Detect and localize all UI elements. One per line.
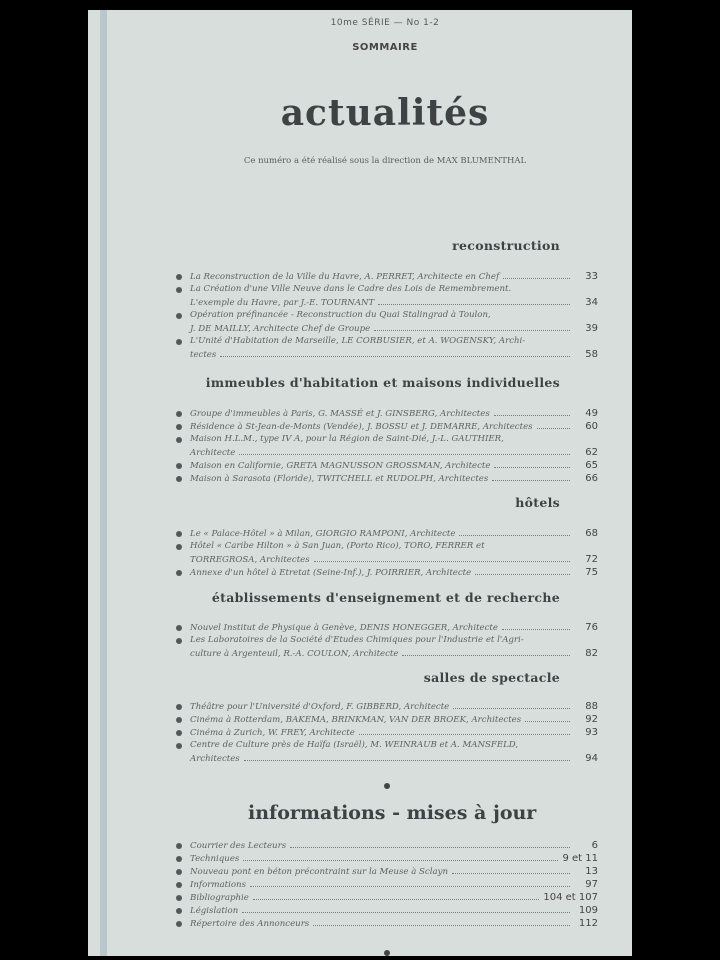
dot-leader <box>220 356 570 357</box>
entry-text: La Création d'une Ville Neuve dans le Cadre des Lois de Remembrement. <box>190 284 512 294</box>
bullet-icon <box>176 339 182 345</box>
entry-text: Théâtre pour l'Université d'Oxford, F. GIBBERD, Architecte <box>190 702 450 712</box>
page-number: 34 <box>585 297 598 308</box>
page-number: 112 <box>578 918 598 929</box>
dot-leader <box>242 912 570 913</box>
entry-text: Hôtel « Caribe Hilton » à San Juan, (Porto Rico), TORO, FERRER et <box>190 541 485 551</box>
section-heading: reconstruction <box>452 238 560 253</box>
dot-leader <box>494 467 570 468</box>
page-number: 97 <box>585 879 598 890</box>
entry-text: Informations <box>190 880 246 890</box>
bullet-icon <box>176 869 182 875</box>
entry-text: Répertoire des Annonceurs <box>190 919 310 929</box>
bullet-icon <box>176 882 182 888</box>
separator-dot <box>384 950 390 956</box>
section-heading: immeubles d'habitation et maisons individuelles <box>205 375 560 390</box>
entry-text: Maison à Sarasota (Floride), TWITCHELL et RUDOLPH, Architectes <box>190 474 489 484</box>
toc-entry[interactable] <box>176 540 598 566</box>
toc-entry[interactable] <box>176 700 598 713</box>
bullet-icon <box>176 531 182 537</box>
bullet-icon <box>176 730 182 736</box>
toc-list <box>176 700 598 765</box>
dot-leader <box>494 415 570 416</box>
toc-entry[interactable] <box>176 309 598 335</box>
bullet-icon <box>176 313 182 319</box>
dot-leader <box>290 847 570 848</box>
entry-text: culture à Argenteuil, R.-A. COULON, Architecte <box>190 649 399 659</box>
dot-leader <box>313 925 570 926</box>
dot-leader <box>452 873 570 874</box>
dot-leader <box>459 535 570 536</box>
entry-text: La Reconstruction de la Ville du Havre, A. PERRET, Architecte en Chef <box>190 272 500 282</box>
dot-leader <box>503 278 570 279</box>
bullet-icon <box>176 463 182 469</box>
bullet-icon <box>176 856 182 862</box>
dot-leader <box>314 561 570 562</box>
page-edge <box>100 10 107 956</box>
toc-entry[interactable] <box>176 739 598 765</box>
toc-entry[interactable] <box>176 634 598 660</box>
bullet-icon <box>176 437 182 443</box>
dot-leader <box>374 330 570 331</box>
page-number: 39 <box>585 323 598 334</box>
entry-text: TORREGROSA, Architectes <box>190 555 310 565</box>
page-number: 13 <box>585 866 598 877</box>
entry-text: Opération préfinancée - Reconstruction du Quai Stalingrad à Toulon, <box>190 310 491 320</box>
page-number: 60 <box>585 421 598 432</box>
entry-text: J. DE MAILLY, Architecte Chef de Groupe <box>190 324 371 334</box>
entry-text: Nouveau pont en béton précontraint sur la Meuse à Sclayn <box>190 867 449 877</box>
bullet-icon <box>176 424 182 430</box>
toc-entry[interactable] <box>176 420 598 433</box>
entry-text: Courrier des Lecteurs <box>190 841 287 851</box>
dot-leader <box>359 734 570 735</box>
dot-leader <box>525 721 570 722</box>
toc-entry[interactable] <box>176 878 598 891</box>
bullet-icon <box>176 843 182 849</box>
section-heading: salles de spectacle <box>423 670 560 685</box>
entry-text: Maison en Californie, GRETA MAGNUSSON GROSSMAN, Architecte <box>190 461 491 471</box>
page-number: 72 <box>585 554 598 565</box>
bullet-icon <box>176 570 182 576</box>
bullet-icon <box>176 274 182 280</box>
entry-text: tectes <box>190 350 217 360</box>
toc-entry[interactable] <box>176 459 598 472</box>
dot-leader <box>402 655 570 656</box>
bullet-icon <box>176 638 182 644</box>
entry-text: Annexe d'un hôtel à Etretat (Seine-Inf.), J. POIRRIER, Architecte <box>190 568 472 578</box>
toc-entry[interactable] <box>176 472 598 485</box>
page-number: 92 <box>585 714 598 725</box>
toc-entry[interactable] <box>176 865 598 878</box>
bullet-icon <box>176 476 182 482</box>
dot-leader <box>475 574 570 575</box>
sommaire-label: SOMMAIRE <box>352 42 418 53</box>
section-heading: hôtels <box>515 495 560 510</box>
dot-leader <box>502 629 570 630</box>
direction-credit: Ce numéro a été réalisé sous la direction de MAX BLUMENTHAL <box>243 156 527 166</box>
entry-text: Maison H.L.M., type IV A, pour la Région de Saint-Dié, J.-L. GAUTHIER, <box>190 434 504 444</box>
dot-leader <box>537 428 570 429</box>
bullet-icon <box>176 287 182 293</box>
entry-text: Bibliographie <box>190 893 249 903</box>
page-number: 82 <box>585 648 598 659</box>
entry-text: Techniques <box>190 854 240 864</box>
separator-dot <box>384 783 390 789</box>
toc-entry[interactable] <box>176 917 598 930</box>
bullet-icon <box>176 908 182 914</box>
entry-text: Centre de Culture près de Haïfa (Israël), M. WEINRAUB et A. MANSFELD, <box>190 740 519 750</box>
bullet-icon <box>176 411 182 417</box>
bullet-icon <box>176 704 182 710</box>
series-number: 10me SÉRIE — No 1-2 <box>330 18 440 28</box>
toc-list <box>176 839 598 930</box>
section-heading: établissements d'enseignement et de recherche <box>211 590 560 605</box>
dot-leader <box>243 860 558 861</box>
entry-text: Législation <box>190 906 239 916</box>
dot-leader <box>492 480 570 481</box>
page-number: 76 <box>585 622 598 633</box>
entry-text: L'Unité d'Habitation de Marseille, LE CORBUSIER, et A. WOGENSKY, Archi- <box>190 336 526 346</box>
toc-entry[interactable] <box>176 283 598 309</box>
page-number: 62 <box>585 447 598 458</box>
page-number: 49 <box>585 408 598 419</box>
toc-entry[interactable] <box>176 335 598 361</box>
page-number: 65 <box>585 460 598 471</box>
bullet-icon <box>176 743 182 749</box>
page-number: 58 <box>585 349 598 360</box>
toc-entry[interactable] <box>176 566 598 579</box>
entry-text: Les Laboratoires de la Société d'Etudes Chimiques pour l'Industrie et l'Agri- <box>190 635 524 645</box>
toc-list <box>176 527 598 579</box>
bullet-icon <box>176 625 182 631</box>
toc-entry[interactable] <box>176 621 598 634</box>
page-number: 68 <box>585 528 598 539</box>
page-number: 6 <box>591 840 598 851</box>
page-title: actualités <box>280 92 490 134</box>
toc-list <box>176 270 598 361</box>
toc-entry[interactable] <box>176 433 598 459</box>
entry-text: Architectes <box>190 754 240 764</box>
page-number: 75 <box>585 567 598 578</box>
informations-heading: informations - mises à jour <box>248 802 537 824</box>
bullet-icon <box>176 717 182 723</box>
page-number: 9 et 11 <box>562 853 598 864</box>
entry-text: Nouvel Institut de Physique à Genève, DENIS HONEGGER, Architecte <box>190 623 498 633</box>
entry-text: Le « Palace-Hôtel » à Milan, GIORGIO RAMPONI, Architecte <box>190 529 456 539</box>
toc-list <box>176 621 598 660</box>
toc-list <box>176 407 598 485</box>
dot-leader <box>453 708 570 709</box>
entry-text: Cinéma à Zurich, W. FREY, Architecte <box>190 728 355 738</box>
toc-entry[interactable] <box>176 726 598 739</box>
page-number: 88 <box>585 701 598 712</box>
bullet-icon <box>176 544 182 550</box>
page-number: 109 <box>578 905 598 916</box>
dot-leader <box>253 899 540 900</box>
page-number: 93 <box>585 727 598 738</box>
dot-leader <box>250 886 570 887</box>
entry-text: Groupe d'immeubles à Paris, G. MASSÉ et J. GINSBERG, Architectes <box>190 409 490 419</box>
toc-entry[interactable] <box>176 852 598 865</box>
bullet-icon <box>176 921 182 927</box>
toc-entry[interactable] <box>176 839 598 852</box>
page-number: 94 <box>585 753 598 764</box>
toc-entry[interactable] <box>176 270 598 283</box>
dot-leader <box>244 760 570 761</box>
toc-entry[interactable] <box>176 891 598 904</box>
entry-text: Résidence à St-Jean-de-Monts (Vendée), J. BOSSU et J. DEMARRE, Architectes <box>190 422 533 432</box>
page-number: 66 <box>585 473 598 484</box>
page-number: 33 <box>585 271 598 282</box>
bullet-icon <box>176 895 182 901</box>
dot-leader <box>239 454 570 455</box>
page-number: 104 et 107 <box>543 892 598 903</box>
toc-entry[interactable] <box>176 407 598 420</box>
entry-text: L'exemple du Havre, par J.-E. TOURNANT <box>190 298 375 308</box>
toc-entry[interactable] <box>176 527 598 540</box>
dot-leader <box>378 304 570 305</box>
entry-text: Cinéma à Rotterdam, BAKEMA, BRINKMAN, VAN DER BROEK, Architectes <box>190 715 522 725</box>
toc-entry[interactable] <box>176 904 598 917</box>
entry-text: Architecte <box>190 448 236 458</box>
toc-entry[interactable] <box>176 713 598 726</box>
